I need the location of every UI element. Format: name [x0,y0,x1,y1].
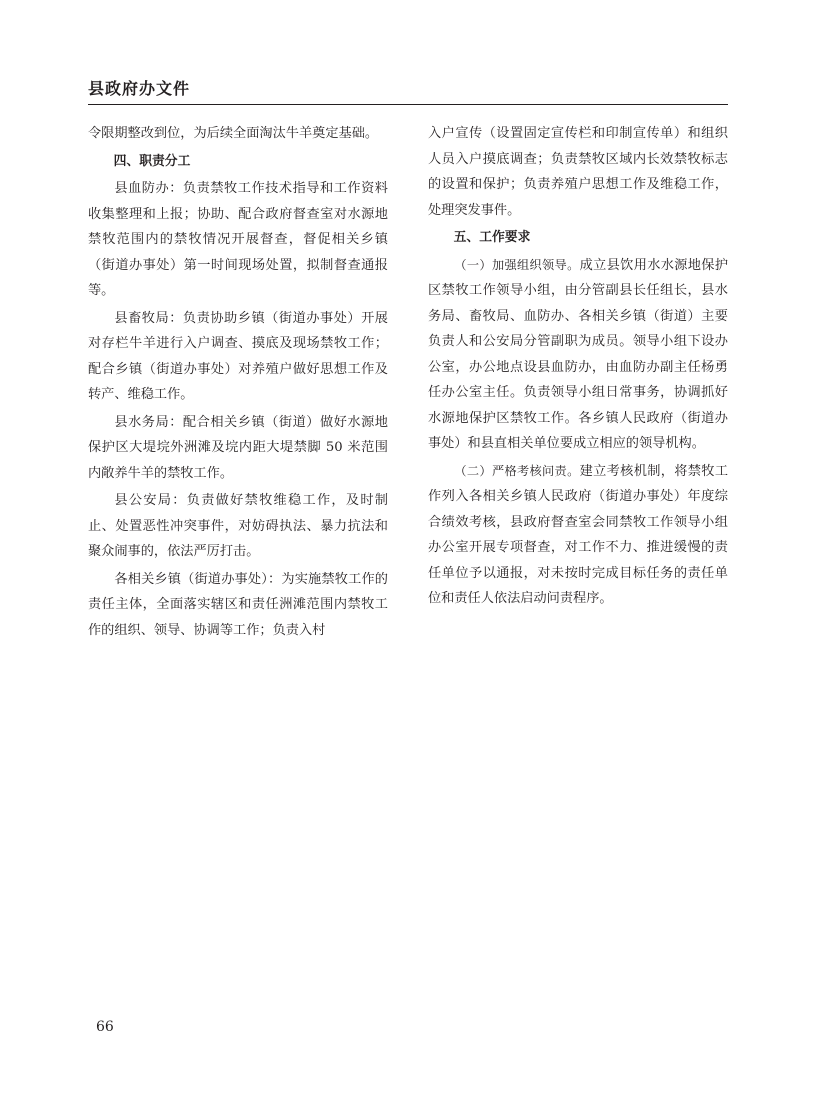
subheading-accountability: （二）严格考核问责。 [454,463,580,478]
paragraph-xiangzhen: 各相关乡镇（街道办事处）：为实施禁牧工作的责任主体，全面落实辖区和责任洲滩范围内禁牧工作的组织、领导、协调等工作；负责入村 [88,571,388,638]
paragraph-accountability-body: 建立考核机制，将禁牧工作列入各相关乡镇人民政府（街道办事处）年度综合绩效考核，县政府督查室会同禁牧工作领导小组办公室开展专项督查，对工作不力、推进缓慢的责任单位予以通报，对未按时完成目标任务的责任单位和责任人依法启动问责程序。 [428,463,729,606]
paragraph-continuation: 入户宣传（设置固定宣传栏和印制宣传单）和组织人员入户摸底调查；负责禁牧区域内长效禁牧标志的设置和保护；负责养殖户思想工作及维稳工作，处理突发事件。 [428,126,728,218]
subheading-organization: （一）加强组织领导。 [454,257,580,272]
page-number: 66 [96,1019,114,1035]
header-title: 县政府办文件 [88,79,191,98]
left-column [88,121,388,643]
paragraph-xuefangban: 县血防办：负责禁牧工作技术指导和工作资料收集整理和上报；协助、配合政府督查室对水源地禁牧范围内的禁牧情况开展督查，督促相关乡镇（街道办事处）第一时间现场处置，拟制督查通报等。 [88,181,388,298]
paragraph-xumuju: 县畜牧局：负责协助乡镇（街道办事处）开展对存栏牛羊进行入户调查、摸底及现场禁牧工作；配合乡镇（街道办事处）对养殖户做好思想工作及转产、维稳工作。 [88,310,388,402]
paragraph-shuiwuju: 县水务局：配合相关乡镇（街道）做好水源地保护区大堤垸外洲滩及垸内距大堤禁脚 50 米范围内敞养牛羊的禁牧工作。 [88,414,388,481]
section-heading-duties: 四、职责分工 [113,153,191,169]
paragraph-organization [428,253,728,457]
section-heading-requirements: 五、工作要求 [453,230,531,245]
paragraph-organization-body: 成立县饮用水水源地保护区禁牧工作领导小组，由分管副县长任组长，县水务局、畜牧局、血防办、各相关乡镇（街道）主要负责人和公安局分管副职为成员。领导小组下设办公室，办公地点设县血防办，由血防办副主任杨勇任办公室主任。负责领导小组日常事务，协调抓好水源地保护区禁牧工作。各乡镇人民政府（街道办事处）和县直相关单位要成立相应的领导机构。 [428,257,729,451]
header-rule [88,104,728,105]
right-column [428,121,728,612]
paragraph-continuation: 令限期整改到位，为后续全面淘汰牛羊奠定基础。 [88,126,379,141]
paragraph-gonganju: 县公安局：负责做好禁牧维稳工作，及时制止、处置恶性冲突事件，对妨碍执法、暴力抗法和聚众闹事的，依法严厉打击。 [88,493,388,559]
paragraph-accountability [428,459,728,612]
